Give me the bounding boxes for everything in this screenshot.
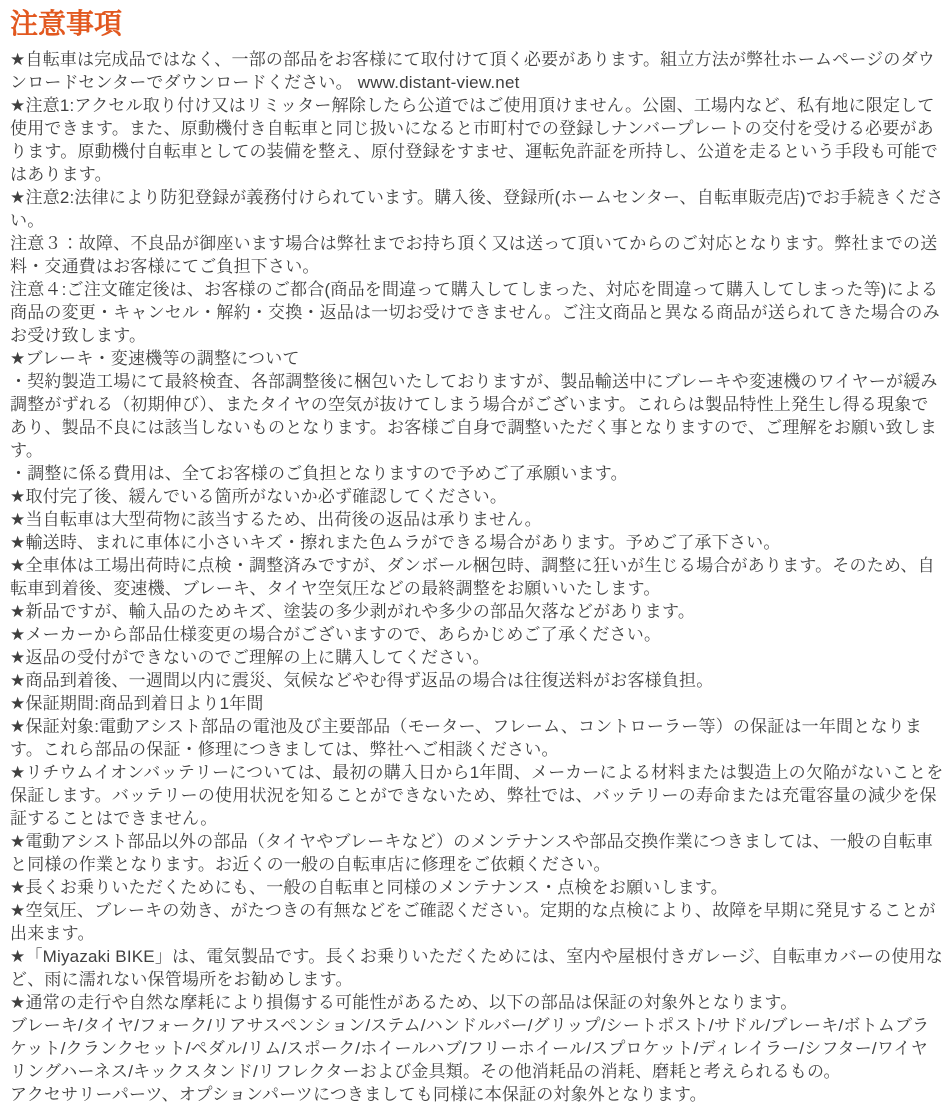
notice-paragraph: ★返品の受付ができないのでご理解の上に購入してください。 — [10, 648, 490, 667]
notice-body — [10, 48, 944, 1106]
notice-paragraph: ★注意2:法律により防犯登録が義務付けられています。購入後、登録所(ホームセンター、自転車販売店)でお手続きください。 — [10, 188, 944, 230]
notice-paragraph: ★保証対象:電動アシスト部品の電池及び主要部品（モーター、フレーム、コントローラー等）の保証は一年間となります。これら部品の保証・修理につきましては、弊社へご相談ください。 — [10, 717, 923, 759]
notice-paragraph: ★通常の走行や自然な摩耗により損傷する可能性があるため、以下の部品は保証の対象外となります。 — [10, 993, 798, 1012]
notice-paragraph: ★メーカーから部品仕様変更の場合がございますので、あらかじめご了承ください。 — [10, 625, 662, 644]
notice-paragraph: ★注意1:アクセル取り付け又はリミッター解除したら公道ではご使用頂けません。公園、工場内など、私有地に限定して使用できます。また、原動機付き自転車と同じ扱いになると市町村での登録しナンバープレートの交付を受ける必要があります。原動機付自転車としての装備を整え、原付登録をすませ、運転免許証を所持し、公道を走るという手段も可能ではあります。 — [10, 96, 938, 184]
notice-paragraph: ★電動アシスト部品以外の部品（タイヤやブレーキなど）のメンテナンスや部品交換作業につきましては、一般の自転車と同様の作業となります。お近くの一般の自転車店に修理をご依頼ください。 — [10, 832, 934, 874]
notice-paragraph: ★保証期間:商品到着日より1年間 — [10, 694, 264, 713]
notice-paragraph: ★輸送時、まれに車体に小さいキズ・擦れまた色ムラができる場合があります。予めご了承下さい。 — [10, 533, 781, 552]
notice-paragraph: ★リチウムイオンバッテリーについては、最初の購入日から1年間、メーカーによる材料または製造上の欠陥がないことを保証します。バッテリーの使用状況を知ることができないため、弊社では、バッテリーの寿命または充電容量の減少を保証することはできません。 — [10, 763, 944, 828]
notice-paragraph: ★当自転車は大型荷物に該当するため、出荷後の返品は承りません。 — [10, 510, 542, 529]
notice-paragraph: ★取付完了後、緩んでいる箇所がないか必ず確認してください。 — [10, 487, 508, 506]
notice-paragraph: ★全車体は工場出荷時に点検・調整済みですが、ダンボール梱包時、調整に狂いが生じる場合があります。そのため、自転車到着後、変速機、ブレーキ、タイヤ空気圧などの最終調整をお願いいたします。 — [10, 556, 935, 598]
notice-paragraph: ★新品ですが、輸入品のためキズ、塗装の多少剥がれや多少の部品欠落などがあります。 — [10, 602, 696, 621]
page-title: 注意事項 — [10, 8, 123, 39]
notice-paragraph: 注意３：故障、不良品が御座います場合は弊社までお持ち頂く又は送って頂いてからのご対応となります。弊社までの送料・交通費はお客様にてご負担下さい。 — [10, 234, 938, 276]
notice-paragraph: ★長くお乗りいただくためにも、一般の自転車と同様のメンテナンス・点検をお願いします。 — [10, 878, 728, 897]
notice-paragraph: アクセサリーパーツ、オプションパーツにつきましても同様に本保証の対象外となります。 — [10, 1085, 707, 1104]
notice-paragraph: ★ブレーキ・変速機等の調整について — [10, 349, 300, 368]
notice-paragraph: ・契約製造工場にて最終検査、各部調整後に梱包いたしておりますが、製品輸送中にブレーキや変速機のワイヤーが緩み調整がずれる（初期伸び）、またタイヤの空気が抜けてしまう場合がございます。これらは製品特性上発生し得る現象であり、製品不良には該当しないものとなります。お客様ご自身で調整いただく事となりますので、ご理解をお願い致します。 — [10, 372, 938, 460]
notice-paragraph: ★空気圧、ブレーキの効き、がたつきの有無などをご確認ください。定期的な点検により、故障を早期に発見することが出来ます。 — [10, 901, 936, 943]
notice-paragraph: ★「Miyazaki BIKE」は、電気製品です。長くお乗りいただくためには、室内や屋根付きガレージ、自転車カバーの使用など、雨に濡れない保管場所をお勧めします。 — [10, 947, 943, 989]
notice-paragraph: ブレーキ/タイヤ/フォーク/リアサスペンション/ステム/ハンドルバー/グリップ/シートポスト/サドル/ブレーキ/ボトムブラケット/クランクセット/ペダル/リム/スポーク/ホイールハブ/フリーホイール/スプロケット/ディレイラー/シフター/ワイヤリングハーネス/キックスタンド/リフレクターおよび金具類。その他消耗品の消耗、磨耗と考えられるもの。 — [10, 1016, 930, 1081]
notice-paragraph: ★商品到着後、一週間以内に震災、気候などやむ得ず返品の場合は往復送料がお客様負担。 — [10, 671, 714, 690]
notice-paragraph: 注意４:ご注文確定後は、お客様のご都合(商品を間違って購入してしまった、対応を間違って購入してしまった等)による商品の変更・キャンセル・解約・交換・返品は一切お受けできません。ご注文商品と異なる商品が送られてきた場合のみお受け致します。 — [10, 280, 940, 345]
notice-paragraph: ・調整に係る費用は、全てお客様のご負担となりますので予めご了承願います。 — [10, 464, 628, 483]
notice-paragraph: ★自転車は完成品ではなく、一部の部品をお客様にて取付けて頂く必要があります。組立方法が弊社ホームページのダウンロードセンターでダウンロードください。 www.distant-view.net — [10, 50, 935, 92]
